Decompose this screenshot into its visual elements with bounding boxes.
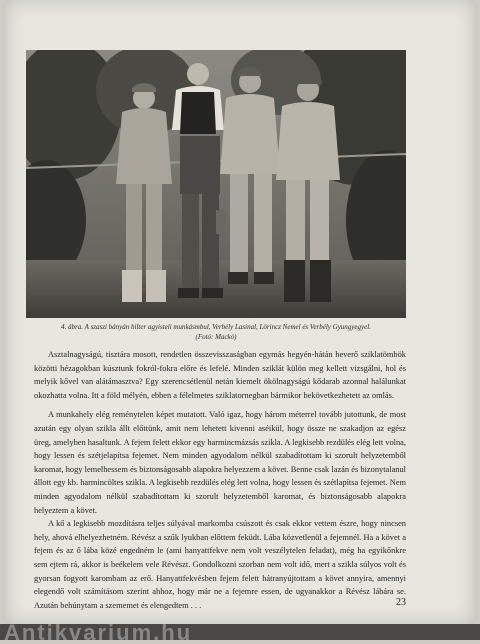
page-number: 23 xyxy=(396,597,406,608)
paragraph-1: Asztalnagyságú, tisztára mosott, rendetlen összevisszaságban egymás hegyén-hátán heverő sziklatömbök közötti hézagokban kúsztunk fokról-fokra előre és lefelé. Minden sziklát külön meg kellett vizsgálni, hol és melyik kővel van alátámasztva? Egy szerencsétlenül netán kiemelt ökölnagyságú kődarab azonnal halálunkat okozhatta volna. Itt a föld mélyén, ebben a félelmetes sziklatornegban bármikor bekövetkezhetett az omlás. xyxy=(34,350,406,400)
figure-photo xyxy=(26,50,406,318)
figure-caption xyxy=(26,322,406,342)
book-page xyxy=(6,0,474,624)
photo-four-miners xyxy=(26,50,406,318)
body-text xyxy=(34,348,406,612)
photo-credit: (Fotó: Mackó) xyxy=(195,333,237,341)
paragraph-3: A kő a legkisebb mozdításra teljes súlyával markomba csúszott és csak ekkor vettem észre, hogy nincsen hely, ahová elhelyezhetném. Révész a szűk lyukban előttem feküdt. Lába közvetlenül a fejemnél. Ha a követ a fejem és az ő lába közé engedném le (ami hanyattfekve nem volt veszélytelen feladat), még ha egyikőnkre sem ejtem rá, akkor is beékelem vele Révészt. Gondolkozni szorban nem volt idő, mert a szikla súlyos volt és gyorsan fogyott karombam az erő. Hanyattfekvésben fejem felett hátranyújtottam a követ annyira, amennyi elegendő volt számításom szerint ahhoz, hogy már ne a fejemre essen, de ugyanakkor a Révész lábára se. Azután behúnytam a szememet és elengedtem . . . xyxy=(34,519,406,610)
caption-text: 4. ábra. A szaszi bányán bilter agyisteli munkásmbul, Verbély Lasinal, Lörincz Nemel és Verbély Gyungyegyel. xyxy=(61,323,371,331)
watermark: Antikvarium.hu xyxy=(4,620,193,644)
paragraph-2: A munkahely elég reménytelen képet mutatott. Való igaz, hogy három méterrel tovább jutottunk, de most azután egy olyan szikla állt előttünk, amit nem lehetett kivenni aséikül, hogy össze ne szakadjon az egész üreg, amelyben hasaltunk. A fejem felett ekkor egy harmincmázsás szikla. A legkisebb rezdülés elég lett volna, hogy lessen és szétjelapítsa fejemet. Nem minden agyodalom nélkül szabadítottam ki szorult helyzetemből karomat, hogy lemelhessem és biztonságosabb alapokra helyezzem a követ. Benne csak lazán és bizonytalanul állott egy kb. harmincöltes szikla. A legkisebb rezdülés elég lett volna, hogy lessen és szétlapítsa fejemet. Nem minden agyodalom nélkül szabadítottam ki szorult helyzetemből karomat, és biztonságosabb alapokra helyeztem a követ. xyxy=(34,410,406,515)
